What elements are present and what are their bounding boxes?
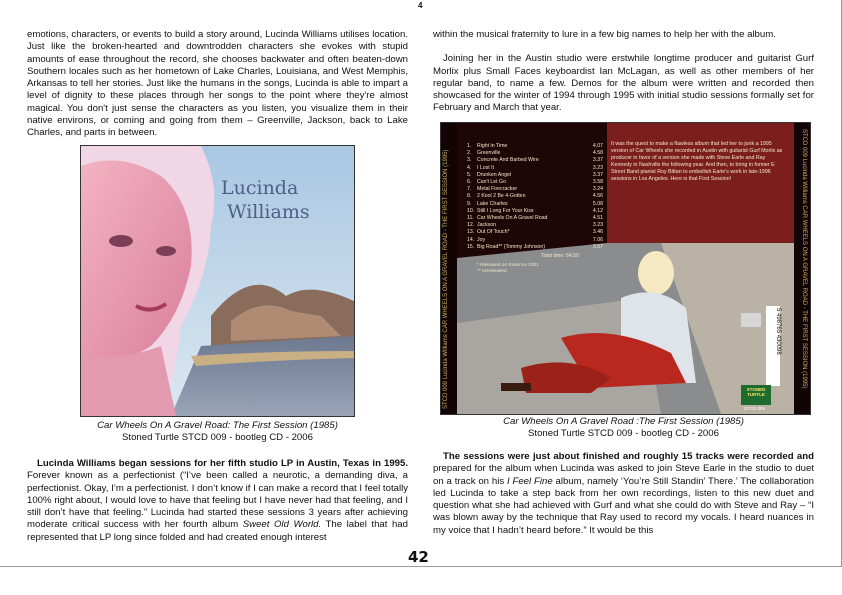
track-row <box>467 201 603 208</box>
left-top-paragraph <box>27 29 408 140</box>
track-title: Concrete And Barbed Wire <box>477 157 539 164</box>
page-top-number: 4 <box>418 1 423 10</box>
track-title: Still I Long For Your Kiss <box>477 207 534 214</box>
right-bottom-text-1: prepared for the album when Lucinda was asked to join Steve Earle in the studio to duet on a track on his <box>433 463 814 487</box>
right-top-p2: Joining her in the Austin studio were erstwhile longtime producer and guitarist Gurf Morlix plus Small Faces keyboardist Ian McLagan, as well as other members of her regular band, to name a few. Demos for the album were written and recorded then showcased for the winter of 1994 through 1995 with initial studio sessions formally set for February and March that year. <box>433 53 814 114</box>
left-caption-label: Stoned Turtle STCD 009 - bootleg CD - 2006 <box>122 432 313 443</box>
right-bottom-paragraph <box>433 451 814 537</box>
left-bottom-paragraph <box>27 458 408 544</box>
track-title: Lake Charles <box>477 200 508 207</box>
track-row <box>467 222 603 229</box>
cover-spine-right: STCD 009 Lucinda Williams CAR WHEELS ON A GRAVEL ROAD - THE FIRST SESSION (1995) <box>801 129 807 389</box>
track-title: Greenville <box>477 150 501 157</box>
track-title: Drunken Angel <box>477 171 512 178</box>
track-row <box>467 208 603 215</box>
page-bottom-number: 42 <box>408 548 429 566</box>
track-time: 3.24 <box>592 186 603 193</box>
barcode-number: 5 498765 430098 <box>775 308 781 355</box>
track-time: 4.58 <box>592 150 603 157</box>
track-row <box>467 179 603 186</box>
track-row <box>467 150 603 157</box>
left-top-text: emotions, characters, or events to build a story around, Lucinda Williams utilises location. Just like the broken-hearted and downtrodden characters she evokes with stupid amounts of ease throughout the record, she chooses backwater and often beaten-down Southern locales such as her hometown of Lake Charles, Louisiana, and West Memphis, Arkansas to tell her stories. Just like the humans in the songs, Lucinda is able to impart a level of dignity to these places through her songs to the point where they're almost magical. You don't just sense the characters as you listen, you visualize them in their native environs, or coming and going from them – Greenville, Jackson, back to Lake Charles, and parts in between. <box>27 29 408 139</box>
track-title: Car Wheels On A Gravel Road <box>477 215 548 222</box>
track-row <box>467 244 603 251</box>
track-title: Can't Let Go <box>477 179 506 186</box>
track-row <box>467 143 603 150</box>
track-time: 3.46 <box>592 229 603 236</box>
track-title: I Lost It <box>477 164 495 171</box>
right-top-p1: within the musical fraternity to lure in a few big names to help her with the album. <box>433 29 776 40</box>
track-title: 2 Kool 2 Be 4-Gotten <box>477 193 526 200</box>
cover-artist-line1: Lucinda <box>221 177 299 199</box>
track-number: 10. <box>467 207 475 214</box>
track-time: 3.37 <box>592 171 603 178</box>
tracklist-notes <box>477 263 539 275</box>
track-title: Out Of Touch* <box>477 229 510 236</box>
track-number: 3. <box>467 157 472 164</box>
track-number: 7. <box>467 186 472 193</box>
album-cover-back <box>440 122 811 415</box>
track-number: 5. <box>467 171 472 178</box>
album-cover-front <box>80 145 355 417</box>
track-number: 8. <box>467 193 472 200</box>
track-row <box>467 186 603 193</box>
track-time: 3.58 <box>592 179 603 186</box>
stoned-turtle-logo: STONED TURTLE <box>746 387 766 397</box>
track-time: 4.12 <box>592 207 603 214</box>
tracklist <box>467 143 603 251</box>
track-number: 11. <box>467 215 474 222</box>
track-time: 3.23 <box>592 164 603 171</box>
track-number: 1. <box>467 143 472 149</box>
right-bottom-text <box>433 451 814 537</box>
track-number: 15. <box>467 243 475 250</box>
track-time: 5.08 <box>592 200 603 207</box>
track-number: 12. <box>467 222 475 229</box>
track-time: 3.37 <box>592 157 603 164</box>
track-time: 3.57 <box>592 243 603 250</box>
track-number: 6. <box>467 179 472 186</box>
tracklist-total: Total time: 64.50 <box>541 253 580 259</box>
track-time: 3.23 <box>592 222 603 229</box>
track-row <box>467 165 603 172</box>
left-caption <box>27 420 408 444</box>
album-cover-front-art <box>81 146 354 416</box>
track-number: 9. <box>467 200 472 207</box>
track-row <box>467 237 603 244</box>
track-number: 4. <box>467 164 472 171</box>
left-bottom-lead: Lucinda Williams began sessions for her fifth studio LP in Austin, Texas in 1995. <box>37 458 408 469</box>
track-time: 4.51 <box>592 215 603 222</box>
track-number: 13. <box>467 229 475 236</box>
tracklist-note-1: * Released on Essence 2001 <box>477 263 539 268</box>
track-row <box>467 229 603 236</box>
track-number: 14. <box>467 236 475 243</box>
track-row <box>467 193 603 200</box>
track-time: 4.56 <box>592 193 603 200</box>
left-bottom-italic: Sweet Old World. <box>242 519 322 531</box>
right-caption-title: Car Wheels On A Gravel Road :The First Session (1985) <box>503 416 744 427</box>
left-bottom-text-2: The label that had represented that LP long since folded and had created enough interest <box>27 519 408 543</box>
cover-spine-left: STCD 009 Lucinda Williams CAR WHEELS ON A GRAVEL ROAD - THE FIRST SESSION (1995) <box>443 149 449 409</box>
track-row <box>467 172 603 179</box>
track-title: Metal Firecracker <box>477 186 518 193</box>
right-bottom-lead: The sessions were just about finished and roughly 15 tracks were recorded and <box>443 451 814 462</box>
track-title: Right in Time <box>477 143 508 149</box>
left-caption-title: Car Wheels On A Gravel Road: The First Session (1985) <box>97 420 338 431</box>
left-bottom-text-1: Forever known as a perfectionist (“I’ve been called a neurotic, a demanding diva, a perfectionist. Okay, I’m a perfectionist. I don’t know if I can make a record that I feel totally 100% right about, I would love to have that feeling but I have never had that feeling, and I still don’t have that feeling.” Lucinda had started these sessions 3 years after achieving moderate critical success with her fourth album <box>27 470 408 531</box>
track-title: Joy <box>477 236 486 243</box>
track-time: 4.07 <box>592 143 603 149</box>
cover-artist-name <box>221 176 310 224</box>
right-bottom-text-2: album, namely ‘You’re Still Standin’ There.’ The collaboration led Lucinda to take a step back from her own recordings, listen to this new duet and question what she had achieved with Gurf and what she could do with Steve and Ray – “I was blown away by the technique that Ray used to record my vocals. I heard nuances in my voice that I hadn’t heard before.” It would be this <box>433 475 814 536</box>
tracklist-note-2: ** Unreleased <box>477 269 507 274</box>
track-title: Big Road** (Tommy Johnson) <box>477 243 546 250</box>
cover-catalog: STCD 009 <box>744 406 766 411</box>
right-caption-label: Stoned Turtle STCD 009 - bootleg CD - 2006 <box>528 428 719 439</box>
left-bottom-text <box>27 458 408 544</box>
track-title: Jackson <box>477 222 497 229</box>
track-row <box>467 157 603 164</box>
right-top-paragraph <box>433 29 814 115</box>
cover-artist-line2: Williams <box>227 201 310 223</box>
track-number: 2. <box>467 150 472 157</box>
right-caption <box>433 416 814 440</box>
right-bottom-italic: I Feel Fine <box>506 475 553 487</box>
cover-blurb: It was the quest to make a flawless album that led her to junk a 1995 version of Car Wheels she recorded in Austin with guitarist Gurf Morlix as producer in favor of a version she made with Steve Earle and Ray Kennedy in Nashville the following year. And then, to bring in former E Street Band pianist Roy Bittan to embellish Earle's work in late-1996 sessions in Los Angeles. Here is that First Session! <box>611 141 783 182</box>
track-row <box>467 215 603 222</box>
track-time: 7.06 <box>592 236 603 243</box>
